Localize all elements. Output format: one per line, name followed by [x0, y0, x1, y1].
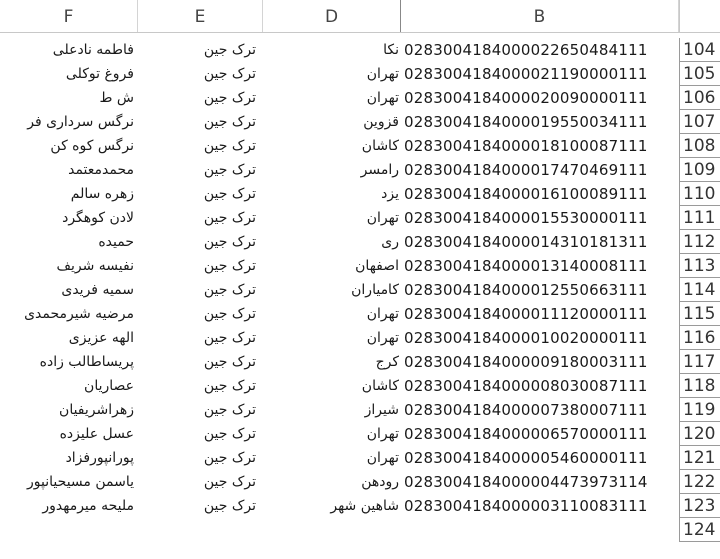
cell-code[interactable]: 0283004184000011120000111	[404, 305, 648, 323]
row-number[interactable]: 104	[679, 38, 720, 62]
cell-type[interactable]: ترک جین	[203, 378, 256, 394]
cell-name[interactable]: محمدمعتمد	[68, 162, 134, 178]
table-row	[0, 446, 720, 470]
cell-city[interactable]: رودهن	[361, 474, 399, 490]
cell-city[interactable]: تهران	[366, 450, 399, 466]
cell-city[interactable]: تهران	[366, 66, 399, 82]
cell-city[interactable]: تهران	[366, 306, 399, 322]
row-number[interactable]: 105	[679, 62, 720, 86]
cell-type[interactable]: ترک جین	[203, 426, 256, 442]
row-number[interactable]: 107	[679, 110, 720, 134]
cell-name[interactable]	[4, 518, 134, 542]
row-number[interactable]: 118	[679, 374, 720, 398]
column-header-f[interactable]: F	[0, 0, 138, 32]
table-row	[0, 422, 720, 446]
cell-type[interactable]: ترک جین	[203, 402, 256, 418]
cell-type[interactable]: ترک جین	[203, 498, 256, 514]
cell-type[interactable]	[138, 518, 256, 542]
cell-name[interactable]: پورانپورفزاد	[65, 450, 134, 466]
cell-code[interactable]: 0283004184000012550663111	[404, 281, 648, 299]
cell-code[interactable]: 0283004184000006570000111	[404, 425, 648, 443]
cell-type[interactable]: ترک جین	[203, 138, 256, 154]
table-row	[0, 134, 720, 158]
cell-code[interactable]: 0283004184000020090000111	[404, 89, 648, 107]
cell-code[interactable]: 0283004184000021190000111	[404, 65, 648, 83]
cell-name[interactable]: پریساطالب زاده	[39, 354, 134, 370]
table-row	[0, 302, 720, 326]
cell-code[interactable]: 0283004184000016100089111	[404, 185, 648, 203]
row-number[interactable]: 106	[679, 86, 720, 110]
table-row	[0, 278, 720, 302]
cell-city[interactable]: تهران	[366, 210, 399, 226]
cell-name[interactable]: زهره سالم	[70, 186, 134, 202]
cell-city[interactable]: اصفهان	[355, 258, 399, 274]
cell-code[interactable]: 0283004184000022650484111	[404, 41, 648, 59]
cell-city[interactable]: کامیاران	[351, 282, 399, 298]
row-number[interactable]: 124	[679, 518, 720, 542]
cell-code[interactable]: 0283004184000019550034111	[404, 113, 648, 131]
table-row	[0, 158, 720, 182]
cell-name[interactable]: الهه عزیزی	[68, 330, 134, 346]
cell-type[interactable]: ترک جین	[203, 42, 256, 58]
cell-type[interactable]: ترک جین	[203, 282, 256, 298]
cell-city[interactable]: کاشان	[361, 138, 399, 154]
table-row	[0, 62, 720, 86]
cell-code[interactable]: 0283004184000015530000111	[404, 209, 648, 227]
row-number[interactable]: 121	[679, 446, 720, 470]
row-number[interactable]: 110	[679, 182, 720, 206]
cell-code[interactable]: 0283004184000013140008111	[404, 257, 648, 275]
row-number[interactable]: 108	[679, 134, 720, 158]
cell-city[interactable]: یزد	[381, 186, 399, 202]
table-row	[0, 494, 720, 518]
row-number[interactable]: 112	[679, 230, 720, 254]
table-row	[0, 374, 720, 398]
column-header-d[interactable]: D	[263, 0, 401, 32]
row-number[interactable]: 122	[679, 470, 720, 494]
table-row	[0, 350, 720, 374]
cell-type[interactable]: ترک جین	[203, 354, 256, 370]
row-number[interactable]: 115	[679, 302, 720, 326]
cell-type[interactable]: ترک جین	[203, 66, 256, 82]
cell-code[interactable]: 0283004184000010020000111	[404, 329, 648, 347]
row-number[interactable]: 119	[679, 398, 720, 422]
row-number[interactable]: 114	[679, 278, 720, 302]
cell-name[interactable]: عصاریان	[84, 378, 134, 394]
cell-city[interactable]: تهران	[366, 426, 399, 442]
cell-name[interactable]: نرگس کوه کن	[50, 138, 134, 154]
row-number[interactable]: 113	[679, 254, 720, 278]
column-header-e[interactable]: E	[138, 0, 263, 32]
cell-code[interactable]: 0283004184000017470469111	[404, 161, 648, 179]
cell-name[interactable]: لادن کوهگرد	[62, 210, 134, 226]
table-row	[0, 518, 720, 542]
cell-name[interactable]: عسل علیزده	[59, 426, 134, 442]
cell-code[interactable]: 0283004184000014310181311	[404, 233, 648, 251]
cell-city[interactable]: قزوین	[363, 114, 399, 130]
cell-type[interactable]: ترک جین	[203, 330, 256, 346]
cell-name[interactable]: ش ط	[99, 90, 134, 106]
cell-type[interactable]: ترک جین	[203, 114, 256, 130]
cell-code[interactable]: 0283004184000007380007111	[404, 401, 648, 419]
cell-type[interactable]: ترک جین	[203, 450, 256, 466]
row-number[interactable]: 123	[679, 494, 720, 518]
cell-name[interactable]: ملیحه میرمهدور	[42, 498, 134, 514]
cell-city[interactable]: کاشان	[361, 378, 399, 394]
table-row	[0, 254, 720, 278]
cell-code[interactable]: 0283004184000018100087111	[404, 137, 648, 155]
cell-name[interactable]: فاطمه نادعلی	[52, 42, 134, 58]
cell-name[interactable]: حمیده	[98, 234, 134, 250]
cell-name[interactable]: مرضیه شیرمحمدی	[24, 306, 134, 322]
cell-code[interactable]: 0283004184000005460000111	[404, 449, 648, 467]
cell-name[interactable]: زهراشریفیان	[59, 402, 134, 418]
cell-type[interactable]: ترک جین	[203, 258, 256, 274]
table-row	[0, 206, 720, 230]
row-number[interactable]: 109	[679, 158, 720, 182]
cell-code[interactable]: 0283004184000003110083111	[404, 497, 648, 515]
cell-code[interactable]: 0283004184000008030087111	[404, 377, 648, 395]
cell-city[interactable]	[263, 518, 399, 542]
cell-type[interactable]: ترک جین	[203, 162, 256, 178]
cell-city[interactable]: تهران	[366, 330, 399, 346]
table-row	[0, 326, 720, 350]
cell-type[interactable]: ترک جین	[203, 186, 256, 202]
cell-name[interactable]: نرگس سرداری فر	[27, 114, 134, 130]
cell-type[interactable]: ترک جین	[203, 474, 256, 490]
cell-code[interactable]: 0283004184000004473973114	[404, 473, 648, 491]
cell-code[interactable]	[404, 518, 654, 542]
spreadsheet-grid	[0, 32, 720, 559]
cell-code[interactable]: 0283004184000009180003111	[404, 353, 648, 371]
cell-type[interactable]: ترک جین	[203, 234, 256, 250]
cell-city[interactable]: شاهین شهر	[330, 498, 399, 514]
cell-city[interactable]: کرج	[375, 354, 399, 370]
cell-city[interactable]: ری	[381, 234, 399, 250]
table-row	[0, 182, 720, 206]
row-number[interactable]: 117	[679, 350, 720, 374]
cell-name[interactable]: فروغ توکلی	[65, 66, 134, 82]
cell-name[interactable]: سمیه فریدی	[61, 282, 134, 298]
cell-name[interactable]: یاسمن مسیحیانپور	[27, 474, 134, 490]
cell-type[interactable]: ترک جین	[203, 210, 256, 226]
table-row	[0, 398, 720, 422]
cell-city[interactable]: رامسر	[360, 162, 399, 178]
row-number[interactable]: 120	[679, 422, 720, 446]
column-header-b[interactable]: B	[401, 0, 679, 32]
select-all-corner[interactable]	[679, 0, 720, 32]
table-row	[0, 38, 720, 62]
table-row	[0, 470, 720, 494]
column-header-bar	[0, 0, 720, 33]
row-number[interactable]: 111	[679, 206, 720, 230]
cell-city[interactable]: تهران	[366, 90, 399, 106]
cell-name[interactable]: نفیسه شریف	[56, 258, 134, 274]
row-number[interactable]: 116	[679, 326, 720, 350]
cell-city[interactable]: شیراز	[364, 402, 399, 418]
table-row	[0, 110, 720, 134]
table-row	[0, 230, 720, 254]
table-row	[0, 86, 720, 110]
cell-type[interactable]: ترک جین	[203, 306, 256, 322]
cell-type[interactable]: ترک جین	[203, 90, 256, 106]
cell-city[interactable]: نکا	[383, 42, 399, 58]
